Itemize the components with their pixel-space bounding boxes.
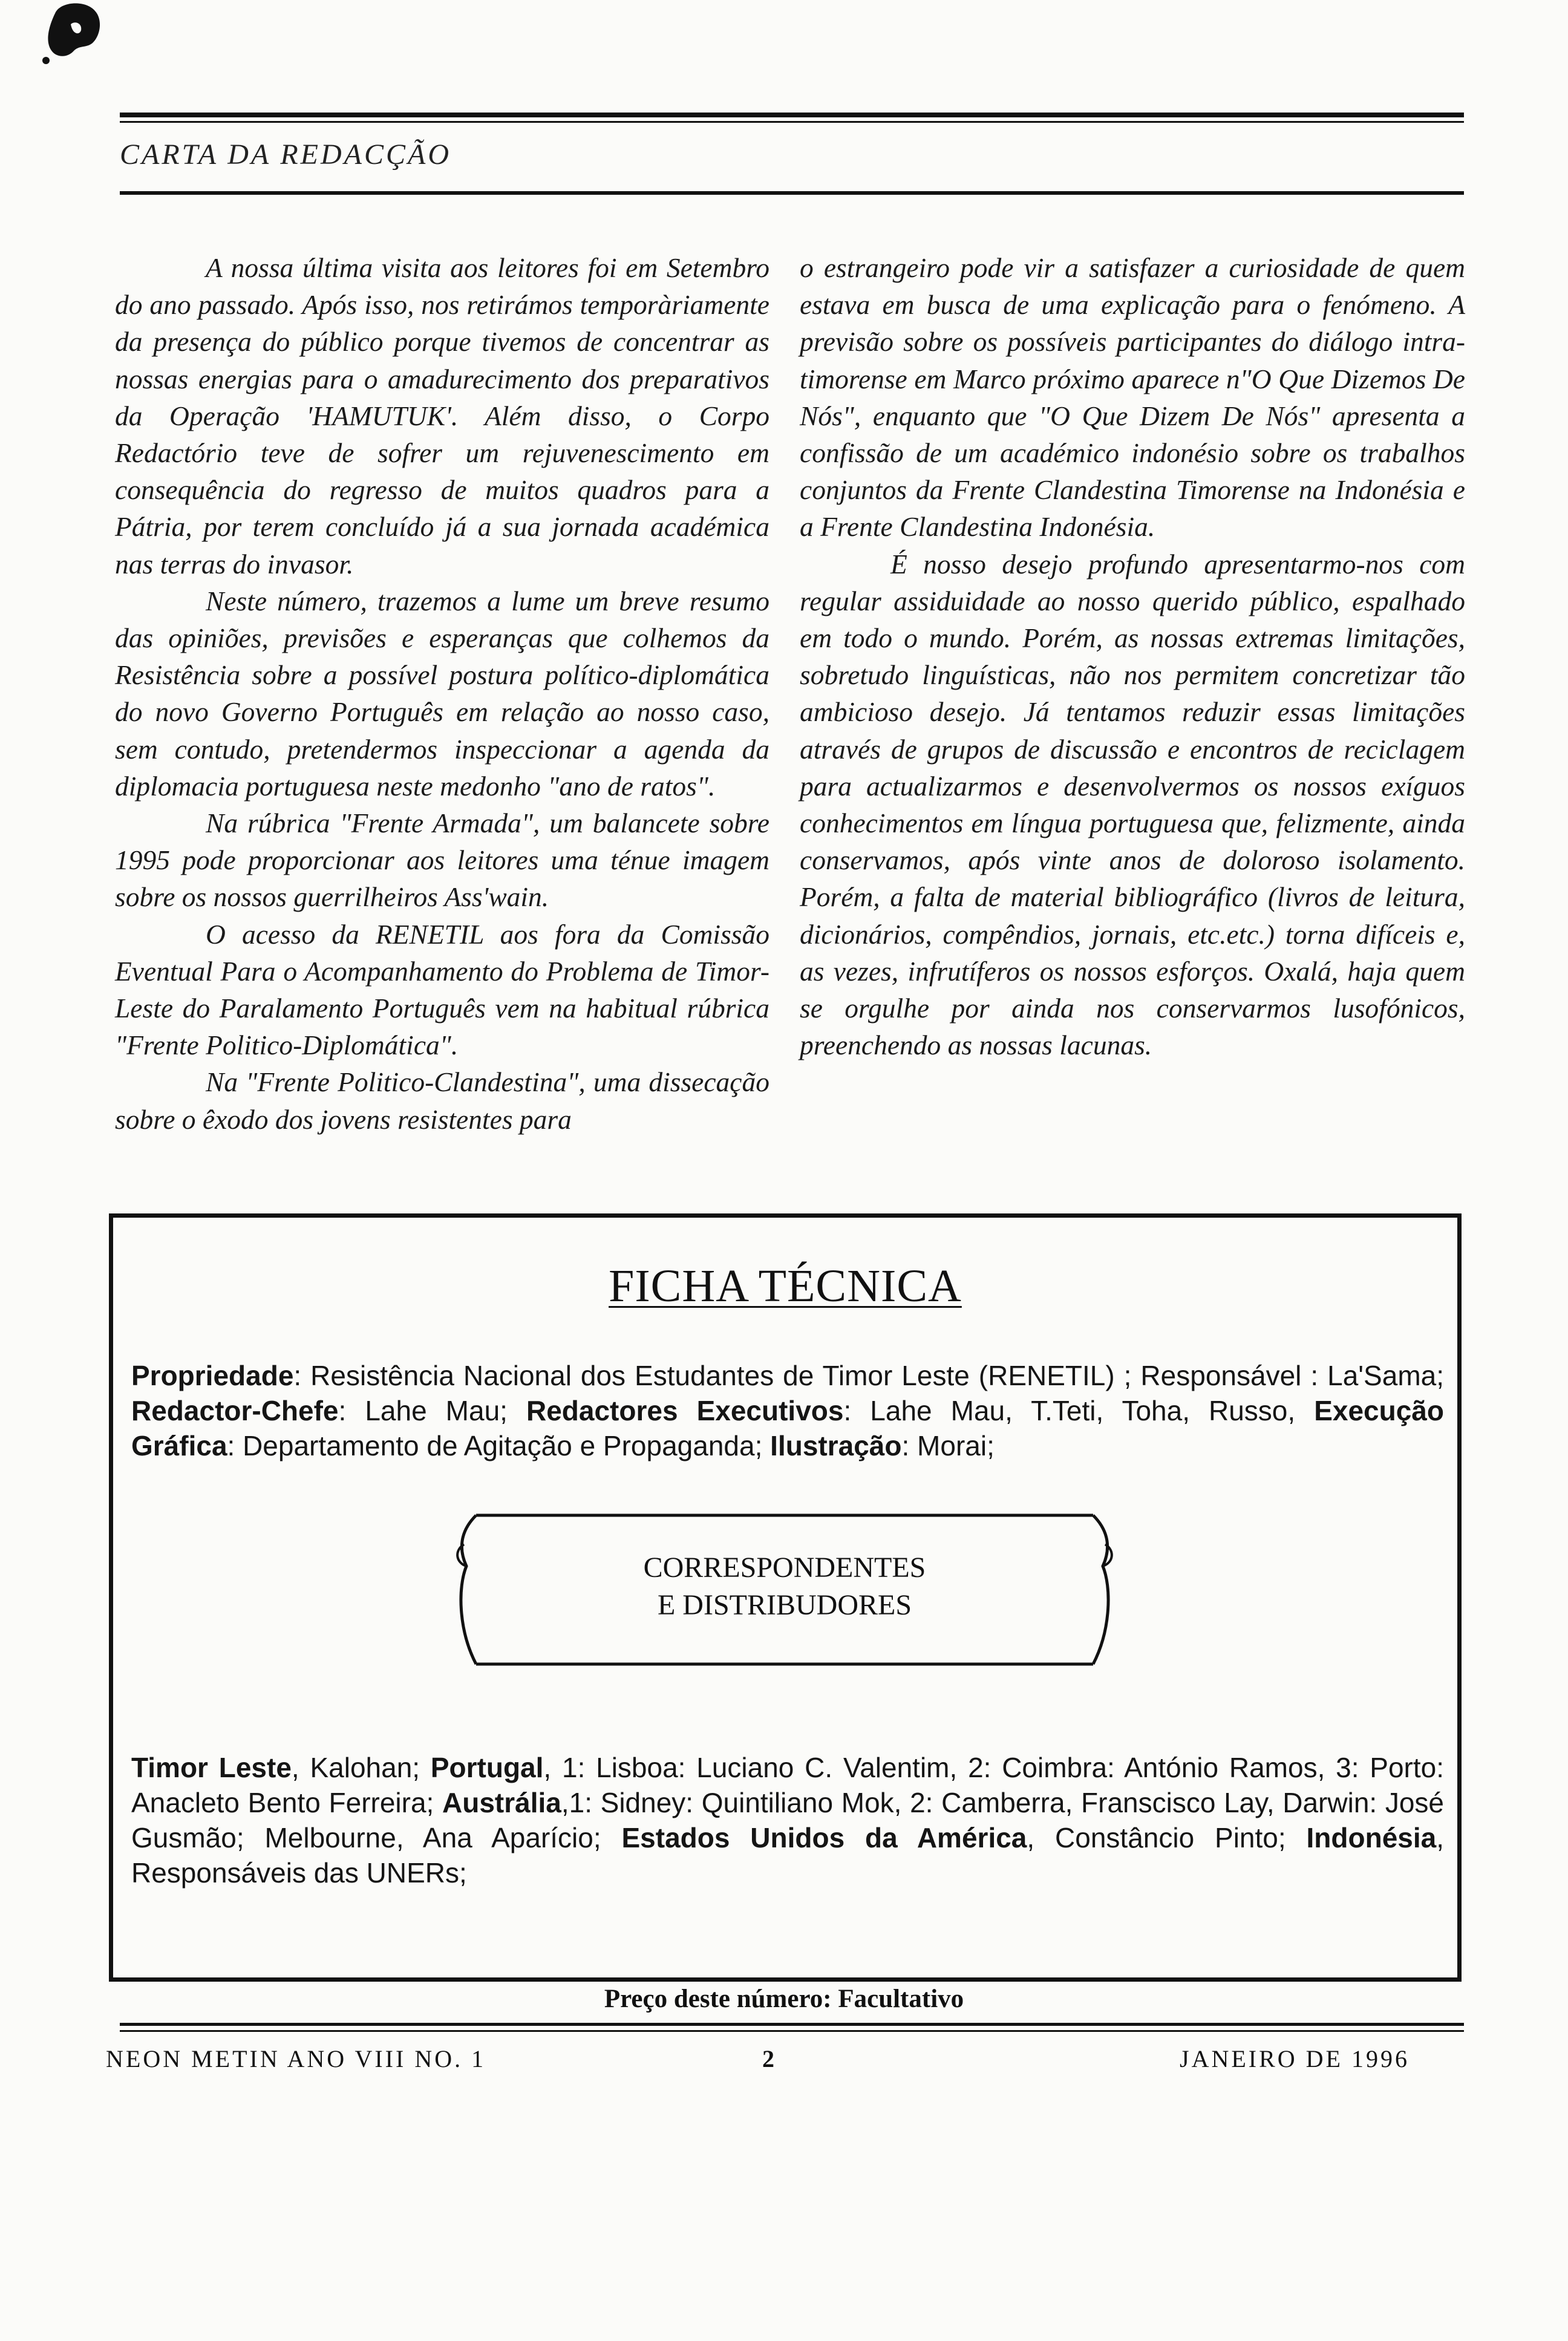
banner-line: E DISTRIBUDORES <box>657 1589 912 1621</box>
country-value: , Kalohan; <box>291 1752 431 1783</box>
credit-value: : Departamento de Agitação e Propaganda; <box>227 1430 771 1461</box>
footer-rule-bottom <box>120 2030 1464 2032</box>
country-label: Indonésia <box>1306 1822 1437 1853</box>
letter-paragraph: Neste número, trazemos a lume um breve resumo das opiniões, previsões e esperanças que colhemos da Resistência sobre a possível postura político-diplomática do novo Governo Português em relação ao nosso caso, sem contudo, pretendermos inspeccionar a agenda da diplomacia portuguesa neste medonho "ano de ratos". <box>115 585 769 802</box>
country-value: ,1: Sidney: Quintiliano Mok, 2: Camberra, Franscisco Lay, Darwin: José Gusmão; Melbourne, Ana Aparício; <box>131 1787 1445 1853</box>
header-rule-top <box>120 113 1464 117</box>
credit-label: Redactores Executivos <box>526 1395 844 1426</box>
letter-paragraph: Na rúbrica "Frente Armada", um balancete sobre 1995 pode proporcionar aos leitores uma ténue imagem sobre os nossos guerrilheiros Ass'wain. <box>115 808 769 913</box>
footer-rule-top <box>120 2023 1464 2026</box>
credit-value: : Resistência Nacional dos Estudantes de Timor Leste (RENETIL) ; Responsável : La'Sama; <box>293 1360 1444 1391</box>
country-value: , Responsáveis das UNERs; <box>131 1822 1445 1889</box>
credit-label: Execução Gráfica <box>131 1395 1444 1461</box>
letter-right-column <box>800 249 1465 1063</box>
logo-icon <box>38 0 110 67</box>
credit-value: : Morai; <box>901 1430 995 1461</box>
credit-value: : Lahe Mau, T.Teti, Toha, Russo, <box>843 1395 1315 1426</box>
letter-paragraph: O acesso da RENETIL aos fora da Comissão Eventual Para o Acompanhamento do Problema de Timor-Leste do Paralamento Português vem na habitual rúbrica "Frente Politico-Diplomática". <box>115 918 769 1061</box>
country-label: Timor Leste <box>131 1752 292 1783</box>
letter-paragraph: A nossa última visita aos leitores foi em Setembro do ano passado. Após isso, nos retirámos temporàriamente da presença do público porque tivemos de concentrar as nossas energias para o amadurecimento dos preparativos da Operação 'HAMUTUK'. Além disso, o Corpo Redactório teve de sofrer um rejuvenescimento em consequência do regresso de muitos quadros para a Pátria, por terem concluído já a sua jornada académica nas terras do invasor. <box>115 252 769 580</box>
country-value: , Constâncio Pinto; <box>1027 1822 1307 1853</box>
letter-paragraph: É nosso desejo profundo apresentarmo-nos com regular assiduidade ao nosso querido público, espalhado em todo o mundo. Porém, as nossas extremas limitações, sobretudo linguísticas, não nos permitem concretizar tão ambicioso desejo. Já tentamos reduzir essas limitações através de grupos de discussão e encontros de reciclagem para actualizarmos e desenvolvermos os nossos exíguos conhecimentos em língua portuguesa que, felizmente, ainda conservamos, após vinte anos de doloroso isolamento. Porém, a falta de material bibliográfico (livros de leitura, dicionários, compêndios, jornais, etc.etc.) torna difíceis e, as vezes, infrutíferos os nossos esforços. Oxalá, haja quem se orgulhe por ainda nos conservarmos lusofónicos, preenchendo as nossas lacunas. <box>800 548 1465 1061</box>
country-label: Estados Unidos da América <box>621 1822 1027 1853</box>
credit-label: Propriedade <box>131 1360 294 1391</box>
credit-label: Redactor-Chefe <box>131 1395 339 1426</box>
credit-label: Ilustração <box>770 1430 902 1461</box>
footer-page-number: 2 <box>762 2045 777 2072</box>
country-label: Portugal <box>430 1752 544 1783</box>
letter-paragraph: Na "Frente Politico-Clandestina", uma dissecação sobre o êxodo dos jovens resistentes para <box>115 1066 769 1135</box>
banner-line: CORRESPONDENTES <box>643 1552 926 1584</box>
letter-left-column <box>115 249 769 1138</box>
footer-publication: NEON METIN ANO VIII NO. 1 <box>106 2045 486 2072</box>
scroll-banner-text <box>452 1549 1117 1624</box>
header-rule-thin <box>120 121 1464 123</box>
section-rule <box>120 191 1464 195</box>
ficha-title: FICHA TÉCNICA <box>609 1261 962 1311</box>
section-label: CARTA DA REDACÇÃO <box>120 139 451 171</box>
correspondents-block <box>131 1750 1444 1890</box>
ficha-tecnica-box <box>109 1213 1462 1982</box>
letter-paragraph: o estrangeiro pode vir a satisfazer a curiosidade de quem estava em busca de uma explicação para o fenómeno. A previsão sobre os possíveis participantes do diálogo intra-timorense em Marco próximo aparece n"O Que Dizemos De Nós", enquanto que "O Que Dizem De Nós" apresenta a confissão de um académico indonésio sobre os trabalhos conjuntos da Frente Clandestina Timorense na Indonésia e a Frente Clandestina Indonésia. <box>800 252 1465 543</box>
country-label: Austrália <box>442 1787 561 1818</box>
country-value: , 1: Lisboa: Luciano C. Valentim, 2: Coimbra: António Ramos, 3: Porto: Anacleto Bento Ferreira; <box>131 1752 1445 1818</box>
credit-value: : Lahe Mau; <box>338 1395 526 1426</box>
price-line: Preço deste número: Facultativo <box>604 1985 964 2013</box>
credits-block <box>131 1358 1444 1463</box>
footer-date: JANEIRO DE 1996 <box>1180 2045 1410 2072</box>
